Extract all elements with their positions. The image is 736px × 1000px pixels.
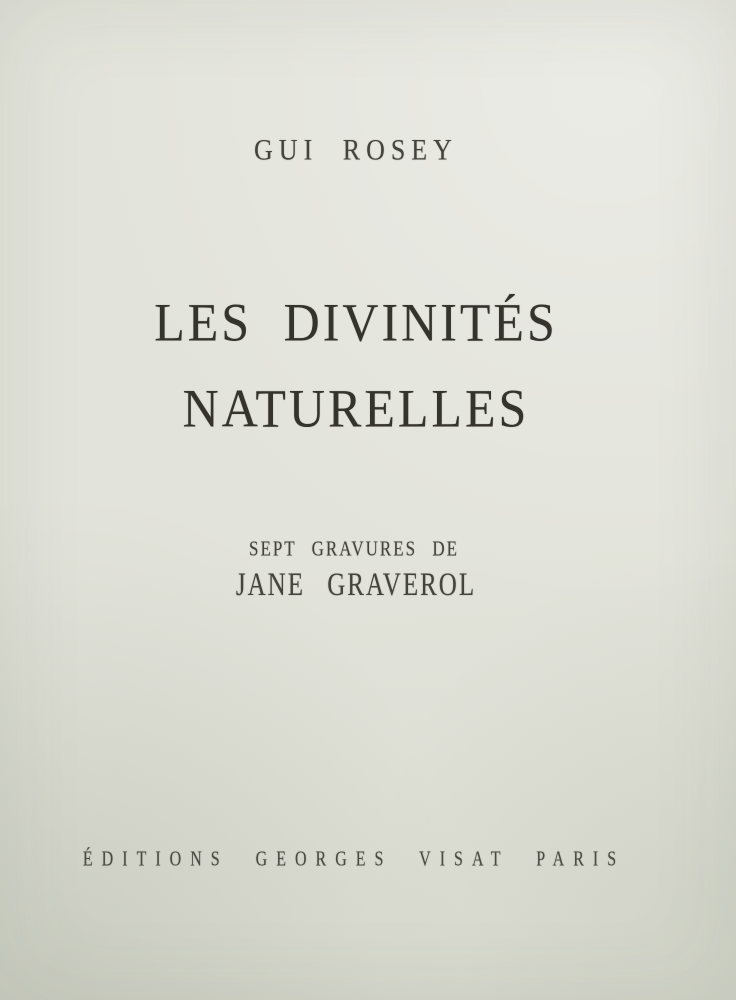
book-title-line-1: LES DIVINITÉS [154, 291, 558, 353]
engravings-credit-line: SEPT GRAVURES DE [249, 536, 459, 561]
publisher-imprint: ÉDITIONS GEORGES VISAT PARIS [82, 848, 626, 871]
book-title-line-2: NATURELLES [182, 377, 530, 439]
author-name: GUI ROSEY [254, 133, 458, 167]
artist-name: JANE GRAVEROL [235, 567, 477, 603]
